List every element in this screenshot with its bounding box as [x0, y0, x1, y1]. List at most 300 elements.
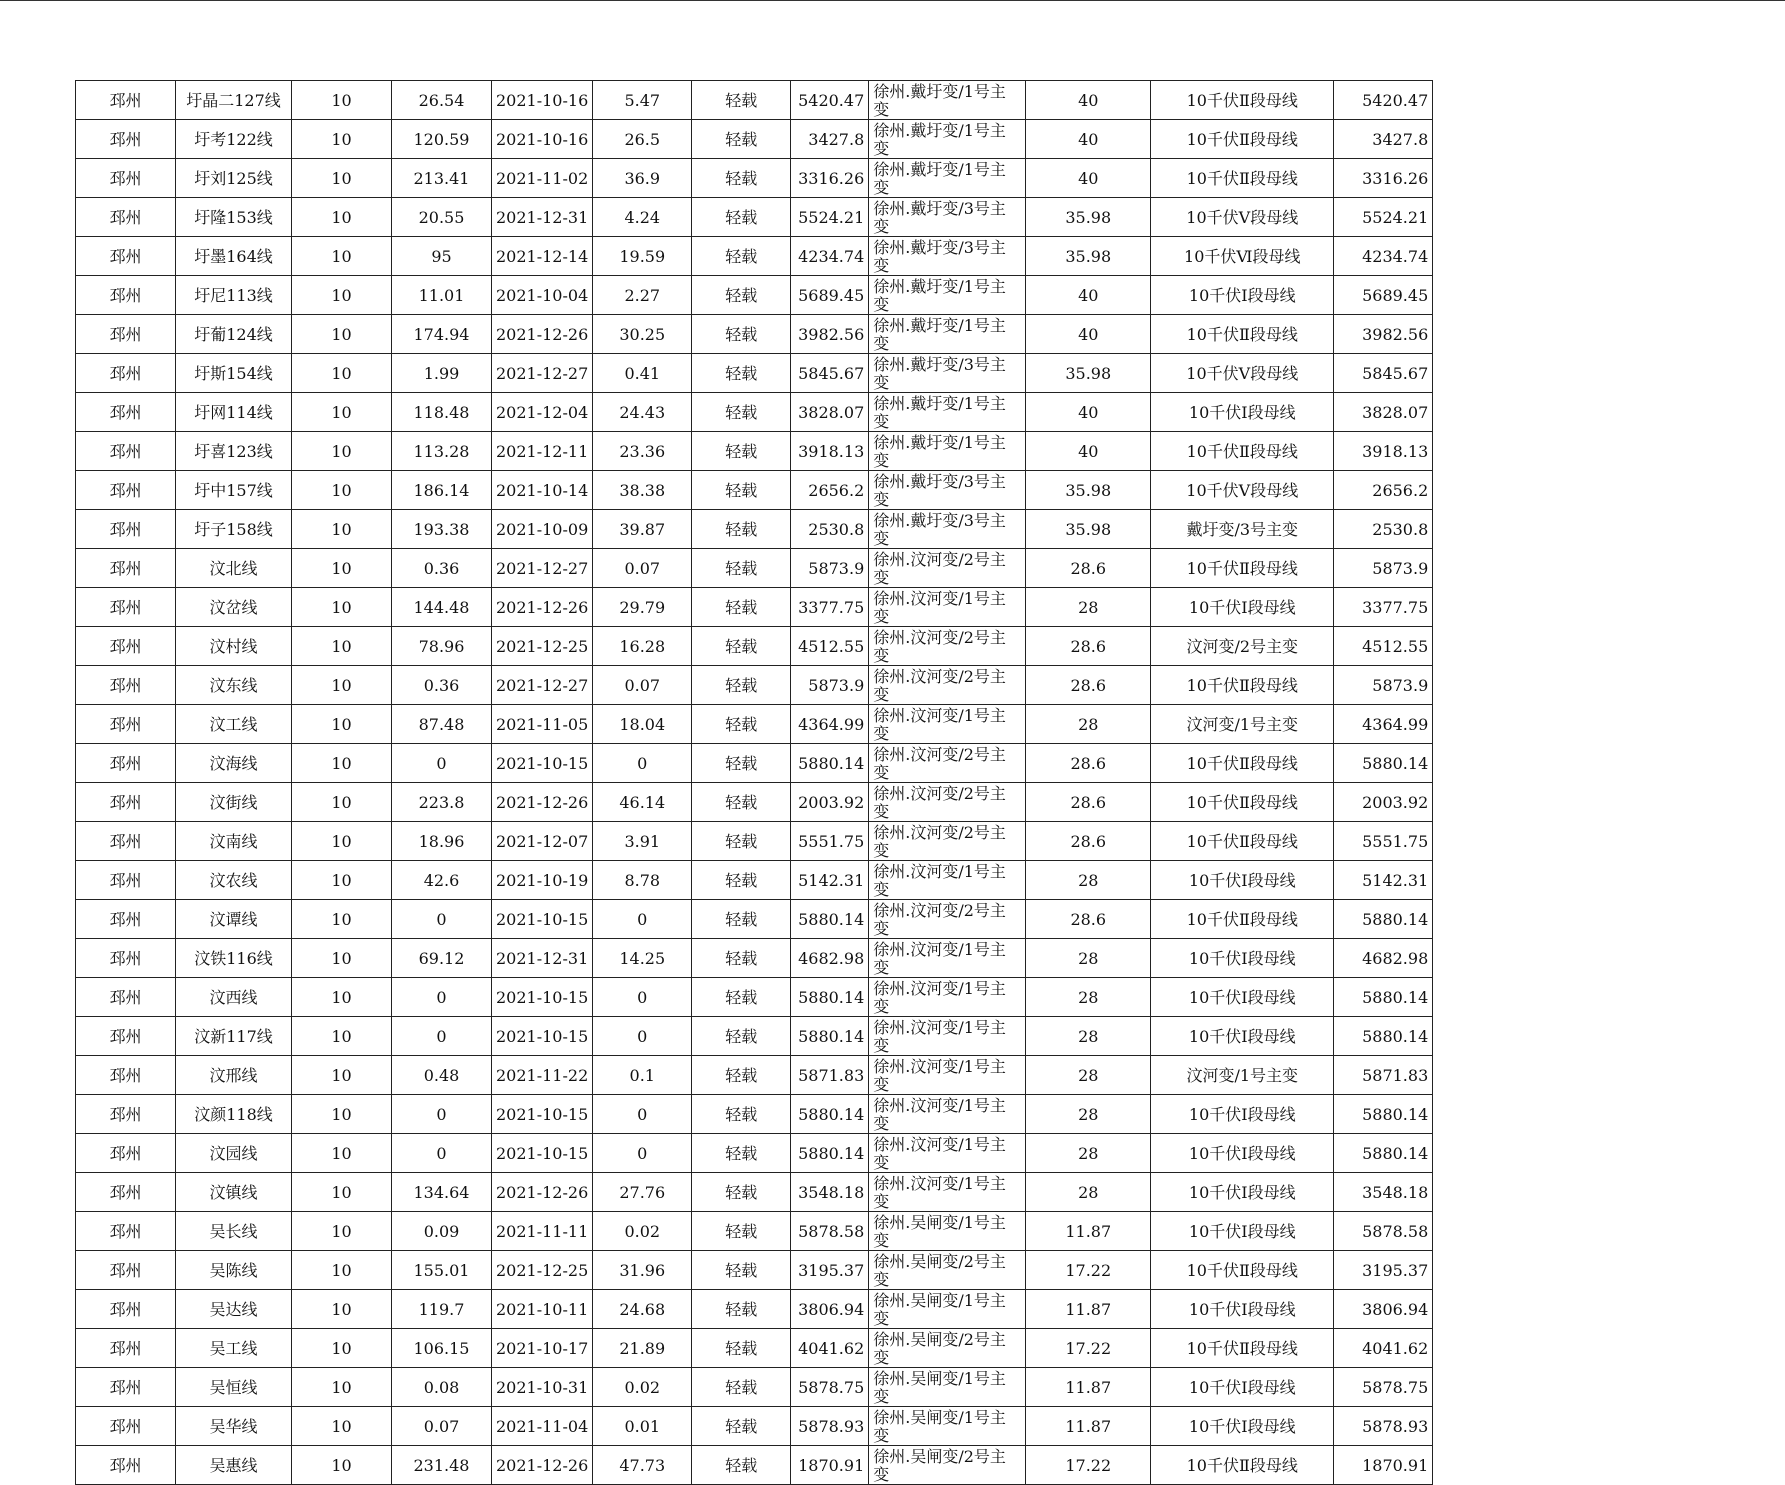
capacity-cell: 5880.14: [791, 1095, 869, 1134]
date-cell: 2021-11-11: [492, 1212, 593, 1251]
busbar-cell: 10千伏Ⅰ段母线: [1151, 276, 1334, 315]
busbar-cell: 汶河变/1号主变: [1151, 1056, 1334, 1095]
load-rate-cell: 0: [593, 978, 692, 1017]
region-cell: 邳州: [76, 1134, 176, 1173]
busbar-cell: 10千伏Ⅰ段母线: [1151, 1017, 1334, 1056]
transformer-capacity-cell: 28: [1026, 705, 1151, 744]
voltage-cell: 10: [292, 1212, 392, 1251]
load-rate-cell: 14.25: [593, 939, 692, 978]
voltage-cell: 10: [292, 120, 392, 159]
busbar-cell: 10千伏Ⅴ段母线: [1151, 354, 1334, 393]
load-value-cell: 0: [392, 744, 492, 783]
transformer-capacity-cell: 28: [1026, 1056, 1151, 1095]
substation-transformer-cell: 徐州.戴圩变/1号主变: [869, 315, 1026, 354]
date-cell: 2021-10-16: [492, 81, 593, 120]
load-rate-cell: 5.47: [593, 81, 692, 120]
substation-transformer-cell: 徐州.汶河变/2号主变: [869, 783, 1026, 822]
busbar-cell: 10千伏Ⅰ段母线: [1151, 861, 1334, 900]
region-cell: 邳州: [76, 471, 176, 510]
table-row: [76, 1212, 1433, 1251]
region-cell: 邳州: [76, 1329, 176, 1368]
date-cell: 2021-12-27: [492, 549, 593, 588]
feeder-name-cell: 圩晶二127线: [176, 81, 292, 120]
available-capacity-cell: 4682.98: [1334, 939, 1433, 978]
transformer-capacity-cell: 11.87: [1026, 1290, 1151, 1329]
load-status-cell: 轻载: [692, 744, 791, 783]
transformer-capacity-cell: 28: [1026, 861, 1151, 900]
capacity-cell: 5142.31: [791, 861, 869, 900]
date-cell: 2021-10-17: [492, 1329, 593, 1368]
load-status-cell: 轻载: [692, 1056, 791, 1095]
region-cell: 邳州: [76, 744, 176, 783]
load-status-cell: 轻载: [692, 1017, 791, 1056]
load-status-cell: 轻载: [692, 81, 791, 120]
busbar-cell: 10千伏Ⅰ段母线: [1151, 393, 1334, 432]
load-rate-cell: 0: [593, 1134, 692, 1173]
date-cell: 2021-11-02: [492, 159, 593, 198]
feeder-name-cell: 汶镇线: [176, 1173, 292, 1212]
table-row: [76, 159, 1433, 198]
date-cell: 2021-12-11: [492, 432, 593, 471]
available-capacity-cell: 5878.93: [1334, 1407, 1433, 1446]
region-cell: 邳州: [76, 237, 176, 276]
load-value-cell: 87.48: [392, 705, 492, 744]
date-cell: 2021-11-22: [492, 1056, 593, 1095]
available-capacity-cell: 2656.2: [1334, 471, 1433, 510]
capacity-cell: 5524.21: [791, 198, 869, 237]
available-capacity-cell: 5873.9: [1334, 549, 1433, 588]
load-status-cell: 轻载: [692, 1134, 791, 1173]
load-status-cell: 轻载: [692, 432, 791, 471]
date-cell: 2021-12-25: [492, 627, 593, 666]
available-capacity-cell: 3316.26: [1334, 159, 1433, 198]
date-cell: 2021-11-04: [492, 1407, 593, 1446]
load-status-cell: 轻载: [692, 705, 791, 744]
date-cell: 2021-10-15: [492, 978, 593, 1017]
available-capacity-cell: 3195.37: [1334, 1251, 1433, 1290]
substation-transformer-cell: 徐州.戴圩变/1号主变: [869, 432, 1026, 471]
feeder-name-cell: 汶西线: [176, 978, 292, 1017]
load-status-cell: 轻载: [692, 588, 791, 627]
table-row: [76, 900, 1433, 939]
capacity-cell: 5878.93: [791, 1407, 869, 1446]
load-rate-cell: 27.76: [593, 1173, 692, 1212]
capacity-cell: 5871.83: [791, 1056, 869, 1095]
busbar-cell: 10千伏Ⅰ段母线: [1151, 1407, 1334, 1446]
voltage-cell: 10: [292, 627, 392, 666]
capacity-cell: 5873.9: [791, 549, 869, 588]
available-capacity-cell: 4234.74: [1334, 237, 1433, 276]
page-top-rule: [0, 0, 1785, 1]
load-status-cell: 轻载: [692, 861, 791, 900]
substation-transformer-cell: 徐州.吴闸变/1号主变: [869, 1368, 1026, 1407]
available-capacity-cell: 5551.75: [1334, 822, 1433, 861]
available-capacity-cell: 2530.8: [1334, 510, 1433, 549]
available-capacity-cell: 5880.14: [1334, 1134, 1433, 1173]
voltage-cell: 10: [292, 666, 392, 705]
load-value-cell: 0.08: [392, 1368, 492, 1407]
load-status-cell: 轻载: [692, 1407, 791, 1446]
substation-transformer-cell: 徐州.戴圩变/1号主变: [869, 81, 1026, 120]
voltage-cell: 10: [292, 510, 392, 549]
transformer-capacity-cell: 28: [1026, 1017, 1151, 1056]
load-value-cell: 78.96: [392, 627, 492, 666]
available-capacity-cell: 3377.75: [1334, 588, 1433, 627]
date-cell: 2021-10-04: [492, 276, 593, 315]
feeder-load-table: [75, 80, 1433, 1485]
load-value-cell: 0: [392, 978, 492, 1017]
available-capacity-cell: 5873.9: [1334, 666, 1433, 705]
voltage-cell: 10: [292, 1446, 392, 1485]
load-value-cell: 118.48: [392, 393, 492, 432]
voltage-cell: 10: [292, 1056, 392, 1095]
busbar-cell: 10千伏Ⅰ段母线: [1151, 1134, 1334, 1173]
transformer-capacity-cell: 11.87: [1026, 1368, 1151, 1407]
region-cell: 邳州: [76, 81, 176, 120]
load-status-cell: 轻载: [692, 159, 791, 198]
load-rate-cell: 24.43: [593, 393, 692, 432]
transformer-capacity-cell: 35.98: [1026, 198, 1151, 237]
load-value-cell: 120.59: [392, 120, 492, 159]
table-row: [76, 1017, 1433, 1056]
capacity-cell: 2530.8: [791, 510, 869, 549]
feeder-name-cell: 圩墨164线: [176, 237, 292, 276]
feeder-name-cell: 汶新117线: [176, 1017, 292, 1056]
capacity-cell: 1870.91: [791, 1446, 869, 1485]
feeder-name-cell: 吴工线: [176, 1329, 292, 1368]
capacity-cell: 3316.26: [791, 159, 869, 198]
substation-transformer-cell: 徐州.汶河变/2号主变: [869, 744, 1026, 783]
load-value-cell: 95: [392, 237, 492, 276]
busbar-cell: 10千伏Ⅱ段母线: [1151, 822, 1334, 861]
region-cell: 邳州: [76, 978, 176, 1017]
substation-transformer-cell: 徐州.汶河变/1号主变: [869, 978, 1026, 1017]
load-rate-cell: 0.1: [593, 1056, 692, 1095]
transformer-capacity-cell: 11.87: [1026, 1407, 1151, 1446]
table-row: [76, 315, 1433, 354]
load-status-cell: 轻载: [692, 783, 791, 822]
date-cell: 2021-12-26: [492, 1173, 593, 1212]
date-cell: 2021-10-19: [492, 861, 593, 900]
load-rate-cell: 47.73: [593, 1446, 692, 1485]
busbar-cell: 10千伏Ⅱ段母线: [1151, 315, 1334, 354]
voltage-cell: 10: [292, 588, 392, 627]
table-row: [76, 1251, 1433, 1290]
capacity-cell: 5880.14: [791, 1134, 869, 1173]
load-status-cell: 轻载: [692, 666, 791, 705]
capacity-cell: 5873.9: [791, 666, 869, 705]
transformer-capacity-cell: 11.87: [1026, 1212, 1151, 1251]
region-cell: 邳州: [76, 588, 176, 627]
region-cell: 邳州: [76, 1446, 176, 1485]
capacity-cell: 3982.56: [791, 315, 869, 354]
transformer-capacity-cell: 28.6: [1026, 666, 1151, 705]
region-cell: 邳州: [76, 1407, 176, 1446]
date-cell: 2021-10-15: [492, 1017, 593, 1056]
available-capacity-cell: 5871.83: [1334, 1056, 1433, 1095]
busbar-cell: 10千伏Ⅰ段母线: [1151, 1290, 1334, 1329]
feeder-name-cell: 圩刘125线: [176, 159, 292, 198]
table-row: [76, 861, 1433, 900]
substation-transformer-cell: 徐州.汶河变/1号主变: [869, 1173, 1026, 1212]
region-cell: 邳州: [76, 627, 176, 666]
table-row: [76, 588, 1433, 627]
available-capacity-cell: 5142.31: [1334, 861, 1433, 900]
feeder-name-cell: 汶北线: [176, 549, 292, 588]
available-capacity-cell: 3918.13: [1334, 432, 1433, 471]
region-cell: 邳州: [76, 120, 176, 159]
voltage-cell: 10: [292, 1290, 392, 1329]
capacity-cell: 5689.45: [791, 276, 869, 315]
date-cell: 2021-10-31: [492, 1368, 593, 1407]
substation-transformer-cell: 徐州.汶河变/2号主变: [869, 549, 1026, 588]
voltage-cell: 10: [292, 237, 392, 276]
load-value-cell: 1.99: [392, 354, 492, 393]
load-value-cell: 0: [392, 1017, 492, 1056]
date-cell: 2021-10-15: [492, 1134, 593, 1173]
available-capacity-cell: 4041.62: [1334, 1329, 1433, 1368]
table-row: [76, 1368, 1433, 1407]
busbar-cell: 10千伏Ⅱ段母线: [1151, 1251, 1334, 1290]
region-cell: 邳州: [76, 510, 176, 549]
feeder-name-cell: 汶邢线: [176, 1056, 292, 1095]
substation-transformer-cell: 徐州.吴闸变/1号主变: [869, 1290, 1026, 1329]
load-value-cell: 144.48: [392, 588, 492, 627]
voltage-cell: 10: [292, 549, 392, 588]
capacity-cell: 4041.62: [791, 1329, 869, 1368]
load-status-cell: 轻载: [692, 198, 791, 237]
load-rate-cell: 21.89: [593, 1329, 692, 1368]
busbar-cell: 戴圩变/3号主变: [1151, 510, 1334, 549]
substation-transformer-cell: 徐州.吴闸变/2号主变: [869, 1251, 1026, 1290]
feeder-name-cell: 吴达线: [176, 1290, 292, 1329]
region-cell: 邳州: [76, 393, 176, 432]
load-status-cell: 轻载: [692, 1290, 791, 1329]
feeder-name-cell: 汶农线: [176, 861, 292, 900]
substation-transformer-cell: 徐州.戴圩变/3号主变: [869, 354, 1026, 393]
substation-transformer-cell: 徐州.戴圩变/1号主变: [869, 159, 1026, 198]
voltage-cell: 10: [292, 315, 392, 354]
load-rate-cell: 26.5: [593, 120, 692, 159]
feeder-name-cell: 圩斯154线: [176, 354, 292, 393]
substation-transformer-cell: 徐州.汶河变/1号主变: [869, 1134, 1026, 1173]
load-value-cell: 0.36: [392, 666, 492, 705]
busbar-cell: 10千伏Ⅱ段母线: [1151, 900, 1334, 939]
load-rate-cell: 46.14: [593, 783, 692, 822]
load-value-cell: 0.36: [392, 549, 492, 588]
voltage-cell: 10: [292, 705, 392, 744]
load-rate-cell: 16.28: [593, 627, 692, 666]
load-rate-cell: 19.59: [593, 237, 692, 276]
voltage-cell: 10: [292, 198, 392, 237]
date-cell: 2021-12-27: [492, 666, 593, 705]
transformer-capacity-cell: 28: [1026, 1095, 1151, 1134]
voltage-cell: 10: [292, 783, 392, 822]
load-value-cell: 0: [392, 1095, 492, 1134]
load-status-cell: 轻载: [692, 276, 791, 315]
region-cell: 邳州: [76, 1251, 176, 1290]
feeder-name-cell: 汶东线: [176, 666, 292, 705]
table-row: [76, 237, 1433, 276]
table-row: [76, 549, 1433, 588]
load-status-cell: 轻载: [692, 1173, 791, 1212]
table-row: [76, 1134, 1433, 1173]
table-row: [76, 705, 1433, 744]
transformer-capacity-cell: 28: [1026, 1173, 1151, 1212]
feeder-name-cell: 吴惠线: [176, 1446, 292, 1485]
substation-transformer-cell: 徐州.吴闸变/1号主变: [869, 1407, 1026, 1446]
table-row: [76, 432, 1433, 471]
region-cell: 邳州: [76, 276, 176, 315]
voltage-cell: 10: [292, 393, 392, 432]
load-status-cell: 轻载: [692, 1368, 791, 1407]
substation-transformer-cell: 徐州.汶河变/1号主变: [869, 1095, 1026, 1134]
date-cell: 2021-10-16: [492, 120, 593, 159]
substation-transformer-cell: 徐州.汶河变/2号主变: [869, 900, 1026, 939]
busbar-cell: 10千伏Ⅰ段母线: [1151, 939, 1334, 978]
transformer-capacity-cell: 28.6: [1026, 900, 1151, 939]
table-row: [76, 276, 1433, 315]
available-capacity-cell: 4364.99: [1334, 705, 1433, 744]
load-value-cell: 106.15: [392, 1329, 492, 1368]
load-value-cell: 0: [392, 1134, 492, 1173]
load-value-cell: 213.41: [392, 159, 492, 198]
capacity-cell: 3377.75: [791, 588, 869, 627]
region-cell: 邳州: [76, 549, 176, 588]
busbar-cell: 10千伏Ⅰ段母线: [1151, 1368, 1334, 1407]
load-value-cell: 113.28: [392, 432, 492, 471]
load-value-cell: 0.48: [392, 1056, 492, 1095]
feeder-name-cell: 汶南线: [176, 822, 292, 861]
feeder-name-cell: 汶工线: [176, 705, 292, 744]
voltage-cell: 10: [292, 1134, 392, 1173]
voltage-cell: 10: [292, 1017, 392, 1056]
load-value-cell: 20.55: [392, 198, 492, 237]
available-capacity-cell: 5878.75: [1334, 1368, 1433, 1407]
table-row: [76, 1329, 1433, 1368]
busbar-cell: 10千伏Ⅱ段母线: [1151, 744, 1334, 783]
capacity-cell: 3828.07: [791, 393, 869, 432]
date-cell: 2021-10-09: [492, 510, 593, 549]
transformer-capacity-cell: 35.98: [1026, 354, 1151, 393]
load-rate-cell: 29.79: [593, 588, 692, 627]
table-row: [76, 1446, 1433, 1485]
voltage-cell: 10: [292, 861, 392, 900]
feeder-name-cell: 圩尼113线: [176, 276, 292, 315]
region-cell: 邳州: [76, 1212, 176, 1251]
feeder-name-cell: 圩隆153线: [176, 198, 292, 237]
load-status-cell: 轻载: [692, 627, 791, 666]
feeder-name-cell: 圩考122线: [176, 120, 292, 159]
load-rate-cell: 31.96: [593, 1251, 692, 1290]
available-capacity-cell: 5880.14: [1334, 900, 1433, 939]
date-cell: 2021-12-26: [492, 783, 593, 822]
load-rate-cell: 0: [593, 1017, 692, 1056]
feeder-name-cell: 圩子158线: [176, 510, 292, 549]
table-row: [76, 354, 1433, 393]
region-cell: 邳州: [76, 705, 176, 744]
available-capacity-cell: 3982.56: [1334, 315, 1433, 354]
load-status-cell: 轻载: [692, 120, 791, 159]
capacity-cell: 5880.14: [791, 978, 869, 1017]
load-status-cell: 轻载: [692, 1212, 791, 1251]
available-capacity-cell: 4512.55: [1334, 627, 1433, 666]
table-row: [76, 822, 1433, 861]
capacity-cell: 4682.98: [791, 939, 869, 978]
date-cell: 2021-12-31: [492, 198, 593, 237]
load-rate-cell: 0.07: [593, 666, 692, 705]
load-value-cell: 0: [392, 900, 492, 939]
region-cell: 邳州: [76, 822, 176, 861]
date-cell: 2021-11-05: [492, 705, 593, 744]
available-capacity-cell: 1870.91: [1334, 1446, 1433, 1485]
transformer-capacity-cell: 28: [1026, 588, 1151, 627]
available-capacity-cell: 3427.8: [1334, 120, 1433, 159]
load-status-cell: 轻载: [692, 510, 791, 549]
capacity-cell: 3548.18: [791, 1173, 869, 1212]
busbar-cell: 10千伏Ⅴ段母线: [1151, 471, 1334, 510]
substation-transformer-cell: 徐州.戴圩变/3号主变: [869, 198, 1026, 237]
load-status-cell: 轻载: [692, 1446, 791, 1485]
date-cell: 2021-12-26: [492, 315, 593, 354]
load-value-cell: 134.64: [392, 1173, 492, 1212]
busbar-cell: 汶河变/2号主变: [1151, 627, 1334, 666]
substation-transformer-cell: 徐州.汶河变/2号主变: [869, 627, 1026, 666]
feeder-name-cell: 汶街线: [176, 783, 292, 822]
load-rate-cell: 38.38: [593, 471, 692, 510]
load-value-cell: 119.7: [392, 1290, 492, 1329]
region-cell: 邳州: [76, 432, 176, 471]
transformer-capacity-cell: 40: [1026, 432, 1151, 471]
region-cell: 邳州: [76, 1017, 176, 1056]
load-rate-cell: 0.41: [593, 354, 692, 393]
voltage-cell: 10: [292, 822, 392, 861]
available-capacity-cell: 5689.45: [1334, 276, 1433, 315]
load-rate-cell: 8.78: [593, 861, 692, 900]
transformer-capacity-cell: 35.98: [1026, 510, 1151, 549]
date-cell: 2021-12-14: [492, 237, 593, 276]
busbar-cell: 10千伏Ⅰ段母线: [1151, 978, 1334, 1017]
substation-transformer-cell: 徐州.汶河变/1号主变: [869, 861, 1026, 900]
busbar-cell: 10千伏Ⅱ段母线: [1151, 783, 1334, 822]
table-row: [76, 1056, 1433, 1095]
voltage-cell: 10: [292, 1368, 392, 1407]
table-row: [76, 1407, 1433, 1446]
capacity-cell: 4234.74: [791, 237, 869, 276]
load-value-cell: 0.07: [392, 1407, 492, 1446]
available-capacity-cell: 5880.14: [1334, 978, 1433, 1017]
load-rate-cell: 23.36: [593, 432, 692, 471]
load-status-cell: 轻载: [692, 237, 791, 276]
voltage-cell: 10: [292, 978, 392, 1017]
capacity-cell: 2003.92: [791, 783, 869, 822]
table-row: [76, 81, 1433, 120]
table-row: [76, 978, 1433, 1017]
date-cell: 2021-10-15: [492, 1095, 593, 1134]
substation-transformer-cell: 徐州.汶河变/1号主变: [869, 1017, 1026, 1056]
feeder-name-cell: 圩喜123线: [176, 432, 292, 471]
load-rate-cell: 30.25: [593, 315, 692, 354]
busbar-cell: 10千伏Ⅱ段母线: [1151, 549, 1334, 588]
load-value-cell: 69.12: [392, 939, 492, 978]
load-rate-cell: 0: [593, 900, 692, 939]
load-value-cell: 26.54: [392, 81, 492, 120]
region-cell: 邳州: [76, 900, 176, 939]
substation-transformer-cell: 徐州.汶河变/1号主变: [869, 588, 1026, 627]
transformer-capacity-cell: 28.6: [1026, 744, 1151, 783]
busbar-cell: 10千伏Ⅱ段母线: [1151, 1329, 1334, 1368]
load-status-cell: 轻载: [692, 549, 791, 588]
